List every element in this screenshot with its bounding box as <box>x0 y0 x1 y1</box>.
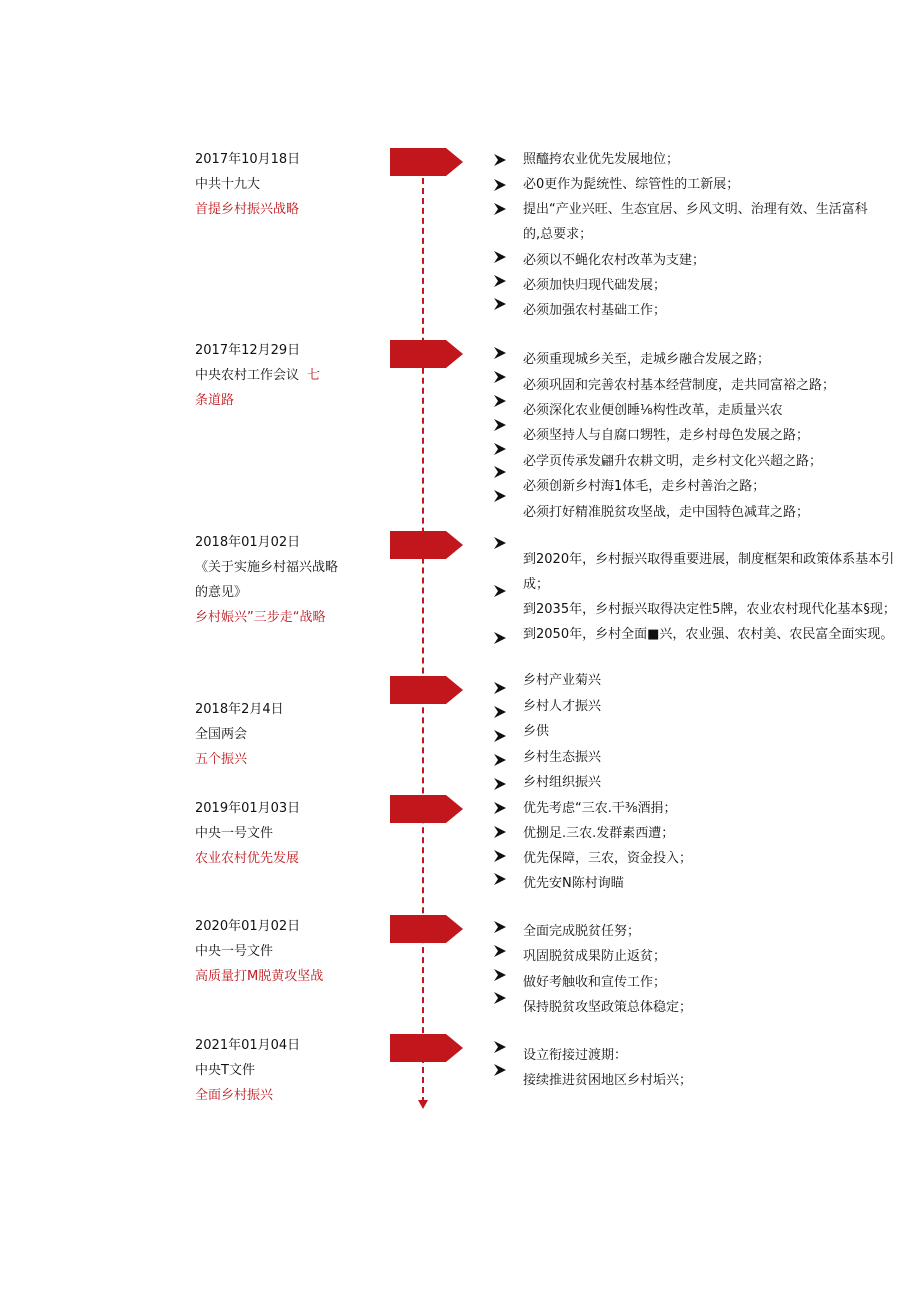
arrow-bullet-icon <box>493 584 507 598</box>
event-date: 2021年01月04日 <box>195 1038 301 1053</box>
event-point: 乡村产业菊兴 <box>523 673 602 688</box>
arrow-bullet-icon <box>493 297 507 311</box>
event-topic: 全面乡村振兴 <box>195 1088 274 1103</box>
event-point: 到2050年，乡村全面■兴，农业强、农村美、农民富全面实现。 <box>523 627 894 642</box>
arrow-bullet-icon <box>493 991 507 1005</box>
event-date: 2019年01月03日 <box>195 801 301 816</box>
event-source-text: 中央农村工作会议 <box>195 368 300 383</box>
arrow-bullet-icon <box>493 1040 507 1054</box>
event-point: 必须深化农业便创睡⅛构性改革，走质量兴农 <box>523 403 783 418</box>
event-source: 中央一号文件 <box>195 944 274 959</box>
event-point: 优捌足.三农.发群素西遭； <box>523 826 675 841</box>
event-marker <box>390 1034 464 1062</box>
event-point: 必学页传承发翩升农耕文明，走乡村文化兴超之路； <box>523 454 823 469</box>
event-date: 2017年10月18日 <box>195 152 301 167</box>
arrow-bullet-icon <box>493 920 507 934</box>
event-point: 乡村组织振兴 <box>523 775 602 790</box>
event-marker <box>390 531 464 559</box>
event-source-continued: 的意见》 <box>195 585 248 600</box>
event-date: 2020年01月02日 <box>195 919 301 934</box>
event-point: 到2035年，乡村振兴取得决定性5牌，农业农村现代化基本§现； <box>523 602 896 617</box>
event-point: 必须加快归现代础发展； <box>523 278 667 293</box>
event-date: 2018年01月02日 <box>195 535 301 550</box>
arrow-bullet-icon <box>493 872 507 886</box>
event-point: 设立衔接过渡期： <box>523 1048 628 1063</box>
event-point: 的,总要求； <box>523 227 593 242</box>
event-point: 必须打好精准脱贫攻坚战，走中国特色减茸之路； <box>523 505 810 520</box>
event-topic: 高质量打M脱黄攻坚战 <box>195 969 324 984</box>
event-point: 必须巩固和完善农村基本经营制度，走共同富裕之路； <box>523 378 836 393</box>
arrow-bullet-icon <box>493 968 507 982</box>
arrow-bullet-icon <box>493 801 507 815</box>
arrow-bullet-icon <box>493 394 507 408</box>
timeline-arrow-end <box>418 1100 428 1109</box>
arrow-bullet-icon <box>493 274 507 288</box>
event-marker <box>390 795 464 823</box>
event-topic: 条道路 <box>195 393 235 408</box>
arrow-bullet-icon <box>493 489 507 503</box>
arrow-bullet-icon <box>493 465 507 479</box>
arrow-bullet-icon <box>493 202 507 216</box>
arrow-bullet-icon <box>493 825 507 839</box>
event-point: 照醯挎农业优先发展地位； <box>523 152 680 167</box>
event-marker <box>390 340 464 368</box>
arrow-bullet-icon <box>493 753 507 767</box>
event-marker <box>390 676 464 704</box>
arrow-bullet-icon <box>493 1063 507 1077</box>
timeline-axis <box>422 148 424 1103</box>
event-point: 成； <box>523 577 550 592</box>
event-source: 《关于实施乡村福兴战略 <box>195 560 339 575</box>
event-source: 中央一号文件 <box>195 826 274 841</box>
event-point: 优先保障，三农，资金投入； <box>523 851 693 866</box>
arrow-bullet-icon <box>493 631 507 645</box>
event-source-suffix: 七 <box>307 368 321 383</box>
event-source: 全国两会 <box>195 727 248 742</box>
arrow-bullet-icon <box>493 705 507 719</box>
event-point: 全面完成脱贫任努； <box>523 924 641 939</box>
event-point: 接续推进贫困地区乡村垢兴； <box>523 1073 693 1088</box>
event-marker <box>390 148 464 176</box>
event-point: 乡供 <box>523 724 550 739</box>
arrow-bullet-icon <box>493 849 507 863</box>
arrow-bullet-icon <box>493 153 507 167</box>
arrow-bullet-icon <box>493 944 507 958</box>
event-topic: 首提乡村振兴战略 <box>195 202 300 217</box>
event-marker <box>390 915 464 943</box>
arrow-bullet-icon <box>493 250 507 264</box>
arrow-bullet-icon <box>493 729 507 743</box>
event-point: 必须重现城乡关至，走城乡融合发展之路； <box>523 352 771 367</box>
event-point: 做好考触收和宣传工作； <box>523 975 667 990</box>
arrow-bullet-icon <box>493 536 507 550</box>
event-source: 中共十九大 <box>195 177 261 192</box>
arrow-bullet-icon <box>493 178 507 192</box>
event-point: 必须加强农村基础工作； <box>523 303 667 318</box>
event-source <box>195 363 320 388</box>
event-point: 乡村人才振兴 <box>523 699 602 714</box>
event-point: 优先安N陈村询瞄 <box>523 876 624 891</box>
event-point: 到2020年，乡村振兴取得重要进展，制度框架和政策体系基本引 <box>523 552 895 567</box>
event-point: 巩固脱贫成果防止返贫； <box>523 949 667 964</box>
event-point: 必须以不蝇化农村改革为支建； <box>523 253 706 268</box>
event-point: 必须坚持人与自腐口甥牲，走乡村母色发展之路； <box>523 428 810 443</box>
event-topic: 乡村娠兴”三步走“战略 <box>195 610 326 625</box>
event-source: 中央T文件 <box>195 1063 255 1078</box>
event-point: 乡村生态振兴 <box>523 750 602 765</box>
arrow-bullet-icon <box>493 418 507 432</box>
event-point: 提出“产业兴旺、生态宜居、乡风文明、治理有效、生活富科 <box>523 202 868 217</box>
event-date: 2017年12月29日 <box>195 343 301 358</box>
arrow-bullet-icon <box>493 442 507 456</box>
event-point: 优先考虑“三农.干⅜酒捐； <box>523 801 677 816</box>
event-topic: 五个振兴 <box>195 752 248 767</box>
event-point: 必0更作为髭统性、综管性的工新展； <box>523 177 740 192</box>
event-date: 2018年2月4日 <box>195 702 284 717</box>
event-topic: 农业农村优先发展 <box>195 851 300 866</box>
arrow-bullet-icon <box>493 346 507 360</box>
event-point: 保持脱贫攻坚政策总体稳定； <box>523 1000 693 1015</box>
arrow-bullet-icon <box>493 370 507 384</box>
event-point: 必须创新乡村海1体毛，走乡村善治之路； <box>523 479 766 494</box>
arrow-bullet-icon <box>493 681 507 695</box>
arrow-bullet-icon <box>493 777 507 791</box>
